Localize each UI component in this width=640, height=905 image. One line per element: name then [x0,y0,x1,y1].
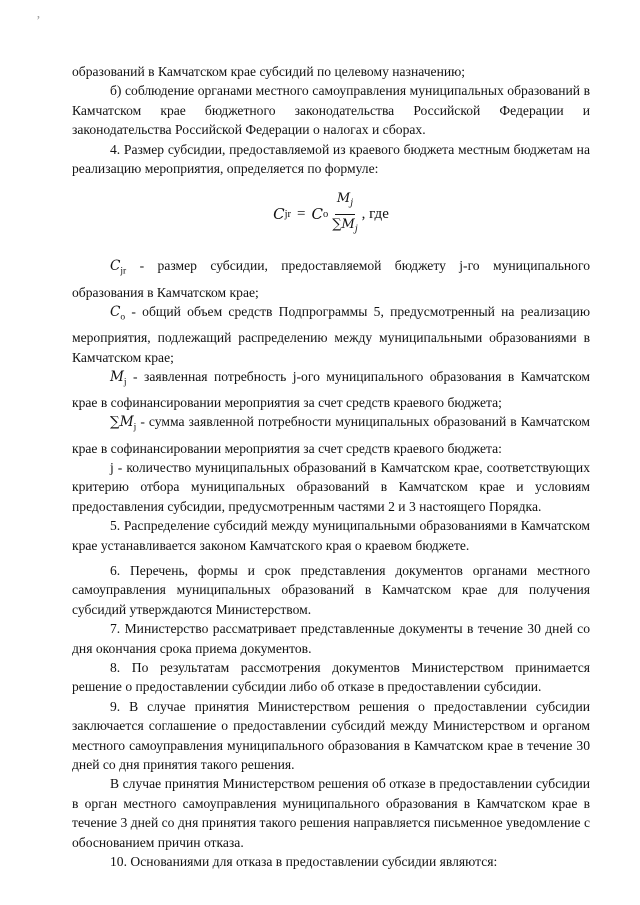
scan-mark: ʼ [36,14,41,29]
subsidy-formula [72,178,590,250]
definition-j: j - количество муниципальных образований в Камчатском крае, соответствующих критерию отбора муниципальных образований в Камчатском крае и условиям предоставления субсидии, предусмотренным частями 2 и 3 настоящего Порядка. [72,459,590,514]
paragraph-9: 9. В случае принятия Министерством решения о предоставлении субсидии заключается соглашение о предоставлении субсидий между Министерством и органом местного самоуправления муниципального образования в Камчатском крае в течение 30 дней со дня принятия такого решения. [72,698,590,773]
paragraph-7: 7. Министерство рассматривает представленные документы в течение 30 дней со дня окончания срока приема документов. [72,621,590,656]
formula-lhs-sub: jr [284,208,292,220]
paragraph-10: 10. Основаниями для отказа в предоставлении субсидии являются: [110,854,498,870]
paragraph-continuation: образований в Камчатском крае субсидий по целевому назначению; [72,64,466,79]
paragraph-6: 6. Перечень, формы и срок представления документов органами местного самоуправления муниципальных образований в Камчатском крае для получения субсидий утверждаются Министерством. [72,563,590,617]
paragraph-5: 5. Распределение субсидий между муниципальными образованиями в Камчатском крае устанавливается законом Камчатского края о краевом бюджете. [72,518,590,553]
formula-denominator: $\sum M_j$ [332,216,358,235]
document-text [72,62,590,872]
paragraph-4: 4. Размер субсидии, предоставляемой из краевого бюджета местным бюджетам на реализацию мероприятия, определяется по формуле: [72,141,590,177]
formula-lhs: C [273,204,285,223]
formula-fraction [330,189,359,240]
definition-sum-mj: $\sum M_j$ - сумма заявленной потребности муниципальных образований в Камчатском крае в софинансировании мероприятия за счет средств краевого бюджета: [72,414,590,456]
formula-equals: = [297,205,306,222]
paragraph-b: б) соблюдение органами местного самоуправления муниципальных образований в Камчатском крае бюджетного законодательства Российской Федерации и законодательства Российской Федерации о налогах и сборах. [72,83,590,138]
definition-mj: $M_j$ - заявленная потребность j-ого муниципального образования в Камчатском крае в софинансировании мероприятия за счет средств краевого бюджета; [72,368,590,411]
definition-co: $C_o$ - общий объем средств Подпрограммы 5, предусмотренный на реализацию мероприятия, подлежащий распределению между муниципальными образованиями в Камчатском крае; [72,303,590,365]
paragraph-9-refusal: В случае принятия Министерством решения об отказе в предоставлении субсидии в орган местного самоуправления муниципального образования в Камчатском крае в течение 3 дней со дня принятия такого решения направляется письменное уведомление с обоснованием причин отказа. [72,776,590,850]
paragraph-8: 8. По результатам рассмотрения документов Министерством принимается решение о предоставлении субсидии либо об отказе в предоставлении субсидии. [72,660,590,695]
formula-coef-sub: o [322,208,329,220]
formula-suffix: , где [361,205,389,222]
definition-cjr: $C_{jr}$ - размер субсидии, предоставляемой бюджету j-го муниципального образования в Камчатском крае; [72,258,590,300]
formula-coef: C [311,204,323,223]
formula-numerator: $M_j$ [335,189,355,215]
